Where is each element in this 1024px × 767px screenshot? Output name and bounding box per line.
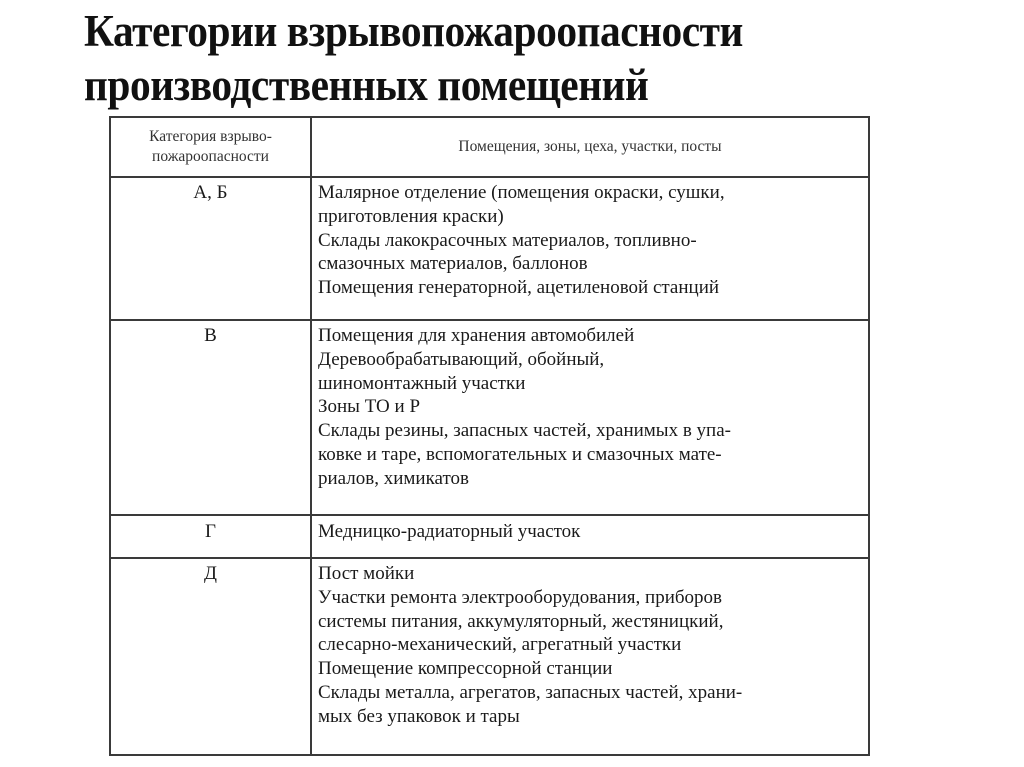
category-cell: А, Б	[110, 177, 311, 320]
header-premises: Помещения, зоны, цеха, участки, посты	[311, 117, 869, 177]
premises-cell: Помещения для хранения автомобилей Деревообрабатывающий, обойный, шиномонтажный участки Зоны ТО и Р Склады резины, запасных частей, хранимых в упа- ковке и таре, вспомогательных и смазочных мате- риалов, химикатов	[311, 320, 869, 515]
page-title	[84, 4, 912, 112]
premises-cell: Медницко-радиаторный участок	[311, 515, 869, 558]
table-row	[110, 515, 869, 558]
category-cell: В	[110, 320, 311, 515]
header-category: Категория взрыво- пожароопасности	[110, 117, 311, 177]
title-line-1: Категории взрывопожароопасности	[84, 6, 743, 56]
table-row	[110, 558, 869, 755]
table-row	[110, 177, 869, 320]
category-cell: Г	[110, 515, 311, 558]
title-line-2: производственных помещений	[84, 60, 649, 110]
table-header-row	[110, 117, 869, 177]
hazard-category-table	[109, 116, 870, 756]
table-row	[110, 320, 869, 515]
premises-cell: Пост мойки Участки ремонта электрооборудования, приборов системы питания, аккумуляторный, жестяницкий, слесарно-механический, агрегатный участки Помещение компрессорной станции Склады металла, агрегатов, запасных частей, храни- мых без упаковок и тары	[311, 558, 869, 755]
category-cell: Д	[110, 558, 311, 755]
premises-cell: Малярное отделение (помещения окраски, сушки, приготовления краски) Склады лакокрасочных материалов, топливно- смазочных материалов, баллонов Помещения генераторной, ацетиленовой станций	[311, 177, 869, 320]
